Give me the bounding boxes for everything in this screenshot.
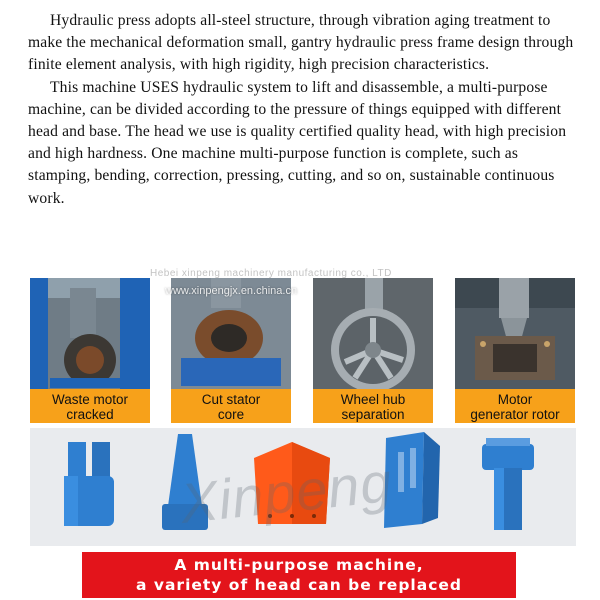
- caption-line-2: separation: [341, 407, 405, 422]
- caption-line-1: Cut stator: [201, 392, 261, 407]
- banner-line-2: a variety of head can be replaced: [136, 576, 462, 594]
- description-paragraph-1: Hydraulic press adopts all-steel structure, through vibration aging treatment to make the mechanical deformation small, gantry hydraulic press frame design through finite element analysis, with high rigidity, high precision characteristics.: [28, 12, 574, 74]
- description-paragraph-2: This machine USES hydraulic system to lift and disassemble, a multi-purpose machine, can be divided according to the pressure of things equipped with different head and base. The head we use is quality certified quality head, with high precision and high hardness. One machine multi-purpose function is complete, such as stamping, bending, correction, pressing, cutting, and so on, sustainable continuous work.: [28, 78, 567, 207]
- photo-motor-rotor: [455, 278, 575, 423]
- caption-line-2: core: [217, 407, 245, 422]
- company-watermark: Hebei xinpeng machinery manufacturing co., LTD: [150, 268, 392, 279]
- caption-line-2: cracked: [66, 407, 114, 422]
- caption-motor-rotor: [455, 389, 575, 423]
- banner-line-1: A multi-purpose machine,: [174, 556, 424, 574]
- caption-line-1: Wheel hub: [340, 392, 406, 407]
- serrated-head-icon: [482, 438, 534, 530]
- application-photos: [30, 278, 576, 423]
- caption-line-2: generator rotor: [470, 407, 560, 422]
- forked-head-icon: [64, 442, 114, 526]
- caption-waste-motor: [30, 389, 150, 423]
- caption-wheel-hub: [313, 389, 433, 423]
- replaceable-heads-strip: [30, 428, 576, 546]
- promo-banner: [82, 552, 516, 598]
- caption-cut-stator: [171, 389, 291, 423]
- site-watermark: www.xinpengjx.en.china.cn: [165, 285, 298, 297]
- description-text: [28, 10, 584, 210]
- photo-cut-stator: [171, 278, 291, 423]
- logo-watermark: Xinpeng: [177, 450, 396, 535]
- photo-wheel-hub: [313, 278, 433, 423]
- photo-waste-motor: [30, 278, 150, 423]
- caption-line-1: Motor: [497, 392, 533, 407]
- caption-line-1: Waste motor: [51, 392, 129, 407]
